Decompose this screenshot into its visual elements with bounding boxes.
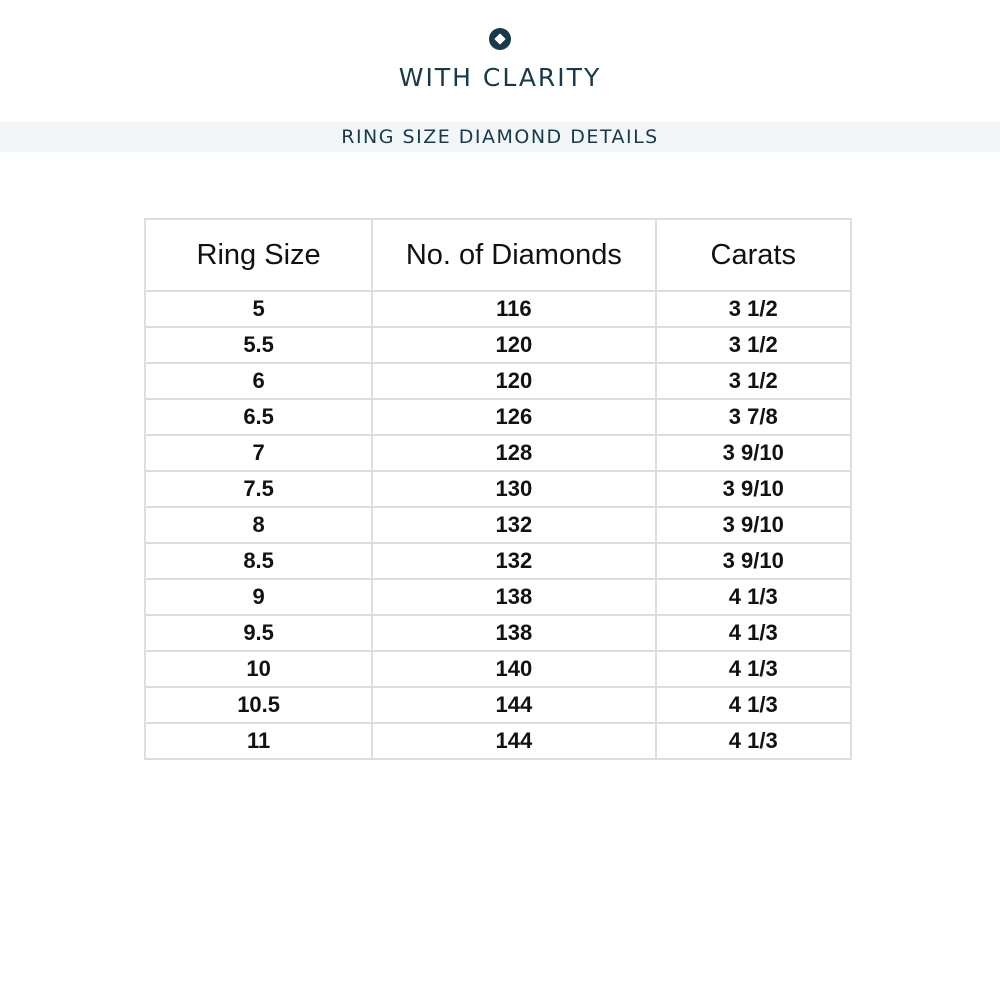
table-row [145, 363, 851, 399]
table-row [145, 471, 851, 507]
cell-carats: 4 1/3 [656, 687, 852, 723]
cell-ring-size: 10.5 [145, 687, 372, 723]
table-row [145, 291, 851, 327]
table-row [145, 435, 851, 471]
cell-ring-size: 5 [145, 291, 372, 327]
table-row [145, 327, 851, 363]
cell-carats: 3 1/2 [656, 363, 852, 399]
cell-diamond-count: 144 [372, 687, 655, 723]
cell-ring-size: 6 [145, 363, 372, 399]
table-row [145, 723, 851, 759]
page-title: RING SIZE DIAMOND DETAILS [341, 126, 659, 148]
cell-diamond-count: 128 [372, 435, 655, 471]
cell-carats: 4 1/3 [656, 723, 852, 759]
cell-diamond-count: 120 [372, 327, 655, 363]
cell-carats: 4 1/3 [656, 651, 852, 687]
cell-ring-size: 8 [145, 507, 372, 543]
cell-carats: 3 9/10 [656, 471, 852, 507]
diamond-logo-icon [489, 28, 511, 50]
ring-size-table [144, 218, 852, 760]
table-row [145, 399, 851, 435]
column-header-ring-size: Ring Size [145, 219, 372, 291]
brand-name: WITH CLARITY [398, 63, 602, 92]
cell-ring-size: 5.5 [145, 327, 372, 363]
cell-diamond-count: 132 [372, 543, 655, 579]
cell-carats: 4 1/3 [656, 579, 852, 615]
cell-diamond-count: 140 [372, 651, 655, 687]
cell-ring-size: 9 [145, 579, 372, 615]
cell-carats: 4 1/3 [656, 615, 852, 651]
table-row [145, 579, 851, 615]
cell-diamond-count: 130 [372, 471, 655, 507]
cell-diamond-count: 116 [372, 291, 655, 327]
cell-diamond-count: 120 [372, 363, 655, 399]
cell-diamond-count: 132 [372, 507, 655, 543]
table-row [145, 543, 851, 579]
cell-carats: 3 7/8 [656, 399, 852, 435]
table-header-row [145, 219, 851, 291]
cell-carats: 3 9/10 [656, 507, 852, 543]
cell-diamond-count: 138 [372, 579, 655, 615]
column-header-no-of-diamonds: No. of Diamonds [372, 219, 655, 291]
table-row [145, 651, 851, 687]
cell-carats: 3 9/10 [656, 435, 852, 471]
column-header-carats: Carats [656, 219, 852, 291]
cell-ring-size: 8.5 [145, 543, 372, 579]
cell-diamond-count: 126 [372, 399, 655, 435]
cell-ring-size: 11 [145, 723, 372, 759]
table-row [145, 687, 851, 723]
cell-ring-size: 6.5 [145, 399, 372, 435]
cell-ring-size: 9.5 [145, 615, 372, 651]
table-row [145, 615, 851, 651]
cell-carats: 3 9/10 [656, 543, 852, 579]
cell-ring-size: 7 [145, 435, 372, 471]
cell-ring-size: 7.5 [145, 471, 372, 507]
table-row [145, 507, 851, 543]
section-banner [0, 122, 1000, 152]
cell-ring-size: 10 [145, 651, 372, 687]
cell-carats: 3 1/2 [656, 291, 852, 327]
cell-diamond-count: 144 [372, 723, 655, 759]
cell-diamond-count: 138 [372, 615, 655, 651]
cell-carats: 3 1/2 [656, 327, 852, 363]
